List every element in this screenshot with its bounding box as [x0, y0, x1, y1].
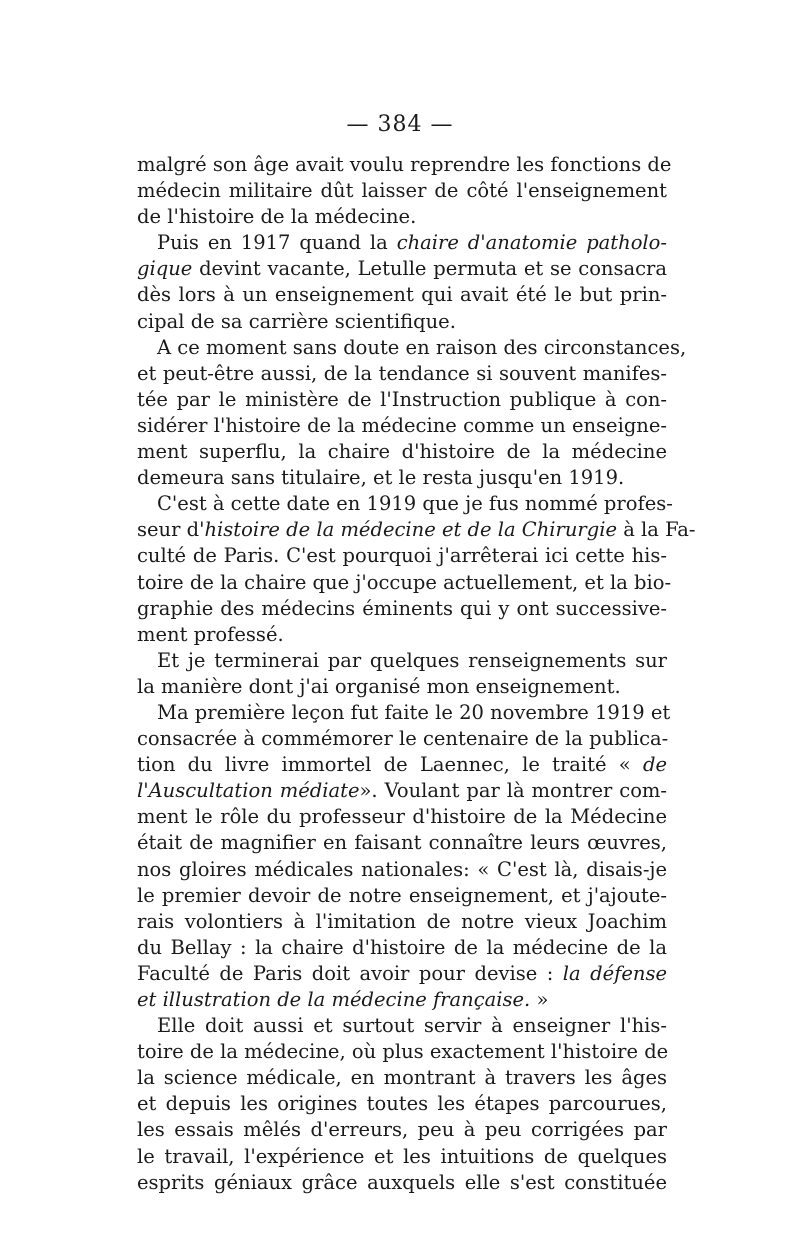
text-line: C'est à cette date en 1919 que je fus nommé profes- — [157, 492, 673, 516]
text-line: Ma première leçon fut faite le 20 novembre 1919 et — [157, 700, 671, 724]
body-text — [137, 152, 696, 1196]
text-span: tion du livre immortel de Laennec, le traité « — [137, 753, 631, 777]
text-line: le premier devoir de notre enseignement, et j'ajoute- — [137, 883, 667, 907]
text-line: la science médicale, en montrant à travers les âges — [137, 1066, 667, 1090]
text-line: et depuis les origines toutes les étapes parcourues, — [137, 1092, 667, 1116]
text-line — [137, 778, 667, 804]
text-line: cipal de sa carrière scientifique. — [137, 309, 456, 333]
text-span: Puis en 1917 quand la — [157, 231, 388, 255]
text-line: tée par le ministère de l'Instruction publique à con- — [137, 387, 667, 411]
text-line — [137, 752, 667, 778]
text-line — [137, 256, 667, 282]
text-line: la manière dont j'ai organisé mon enseignement. — [137, 674, 621, 698]
text-line: Et je terminerai par quelques renseignements sur — [157, 648, 667, 672]
text-line: culté de Paris. C'est pourquoi j'arrêterai ici cette his- — [137, 544, 667, 568]
text-line: et peut-être aussi, de la tendance si souvent manifes- — [137, 361, 667, 385]
text-line: dès lors à un enseignement qui avait été le but prin- — [137, 283, 667, 307]
text-line: graphie des médecins éminents qui y ont successive- — [137, 596, 667, 620]
text-line: ment superflu, la chaire d'histoire de la médecine — [137, 440, 667, 464]
text-line: de l'histoire de la médecine. — [137, 205, 417, 229]
text-line — [137, 961, 667, 987]
text-line: rais volontiers à l'imitation de notre vieux Joachim — [137, 909, 667, 933]
text-span: à la Fa- — [623, 518, 696, 542]
text-line: malgré son âge avait voulu reprendre les fonctions de — [137, 153, 672, 176]
text-line: le travail, l'expérience et les intuitions de quelques — [137, 1144, 667, 1168]
text-line: toire de la chaire que j'occupe actuellement, et la bio- — [137, 570, 672, 594]
italic-span: histoire de la médecine et de la Chirurgie — [204, 518, 617, 542]
text-line — [137, 987, 667, 1013]
text-line: Elle doit aussi et surtout servir à enseigner l'his- — [157, 1014, 667, 1038]
text-line: demeura sans titulaire, et le resta jusqu'en 1919. — [137, 466, 625, 490]
text-line — [137, 517, 696, 543]
text-line: du Bellay : la chaire d'histoire de la médecine de la — [137, 935, 667, 959]
text-span: » — [536, 988, 549, 1011]
text-span: ». Voulant par là montrer com- — [359, 779, 668, 803]
text-line: ment le rôle du professeur d'histoire de la Médecine — [137, 805, 667, 829]
text-line: sidérer l'histoire de la médecine comme un enseigne- — [137, 413, 667, 437]
text-line: A ce moment sans doute en raison des circonstances, — [157, 335, 687, 359]
italic-span: la défense — [562, 961, 668, 985]
text-line: médecin militaire dût laisser de côté l'enseignement — [137, 179, 667, 203]
text-line: nos gloires médicales nationales: « C'est là, disais-je — [137, 857, 667, 881]
text-line: ment professé. — [137, 622, 284, 646]
text-span: devint vacante, Letulle permuta et se consacra — [199, 257, 667, 281]
italic-span: gique — [137, 257, 193, 281]
text-line — [137, 230, 667, 256]
italic-span: chaire d'anatomie patholo- — [396, 231, 667, 255]
text-line: toire de la médecine, où plus exactement l'histoire de — [137, 1040, 669, 1064]
italic-span: l'Auscultation médiate — [137, 779, 360, 803]
text-line: consacrée à commémorer le centenaire de la publica- — [137, 727, 669, 751]
text-line: les essais mêlés d'erreurs, peu à peu corrigées par — [137, 1118, 667, 1142]
page-number: — 384 — — [346, 112, 454, 137]
text-span: Faculté de Paris doit avoir pour devise : — [137, 961, 554, 985]
text-span: seur d' — [137, 518, 205, 542]
italic-span: et illustration de la médecine française. — [137, 988, 531, 1011]
text-line: esprits géniaux grâce auxquels elle s'est constituée — [137, 1170, 667, 1194]
italic-span: de — [642, 753, 668, 777]
text-line: était de magnifier en faisant connaître leurs œuvres, — [137, 831, 667, 855]
